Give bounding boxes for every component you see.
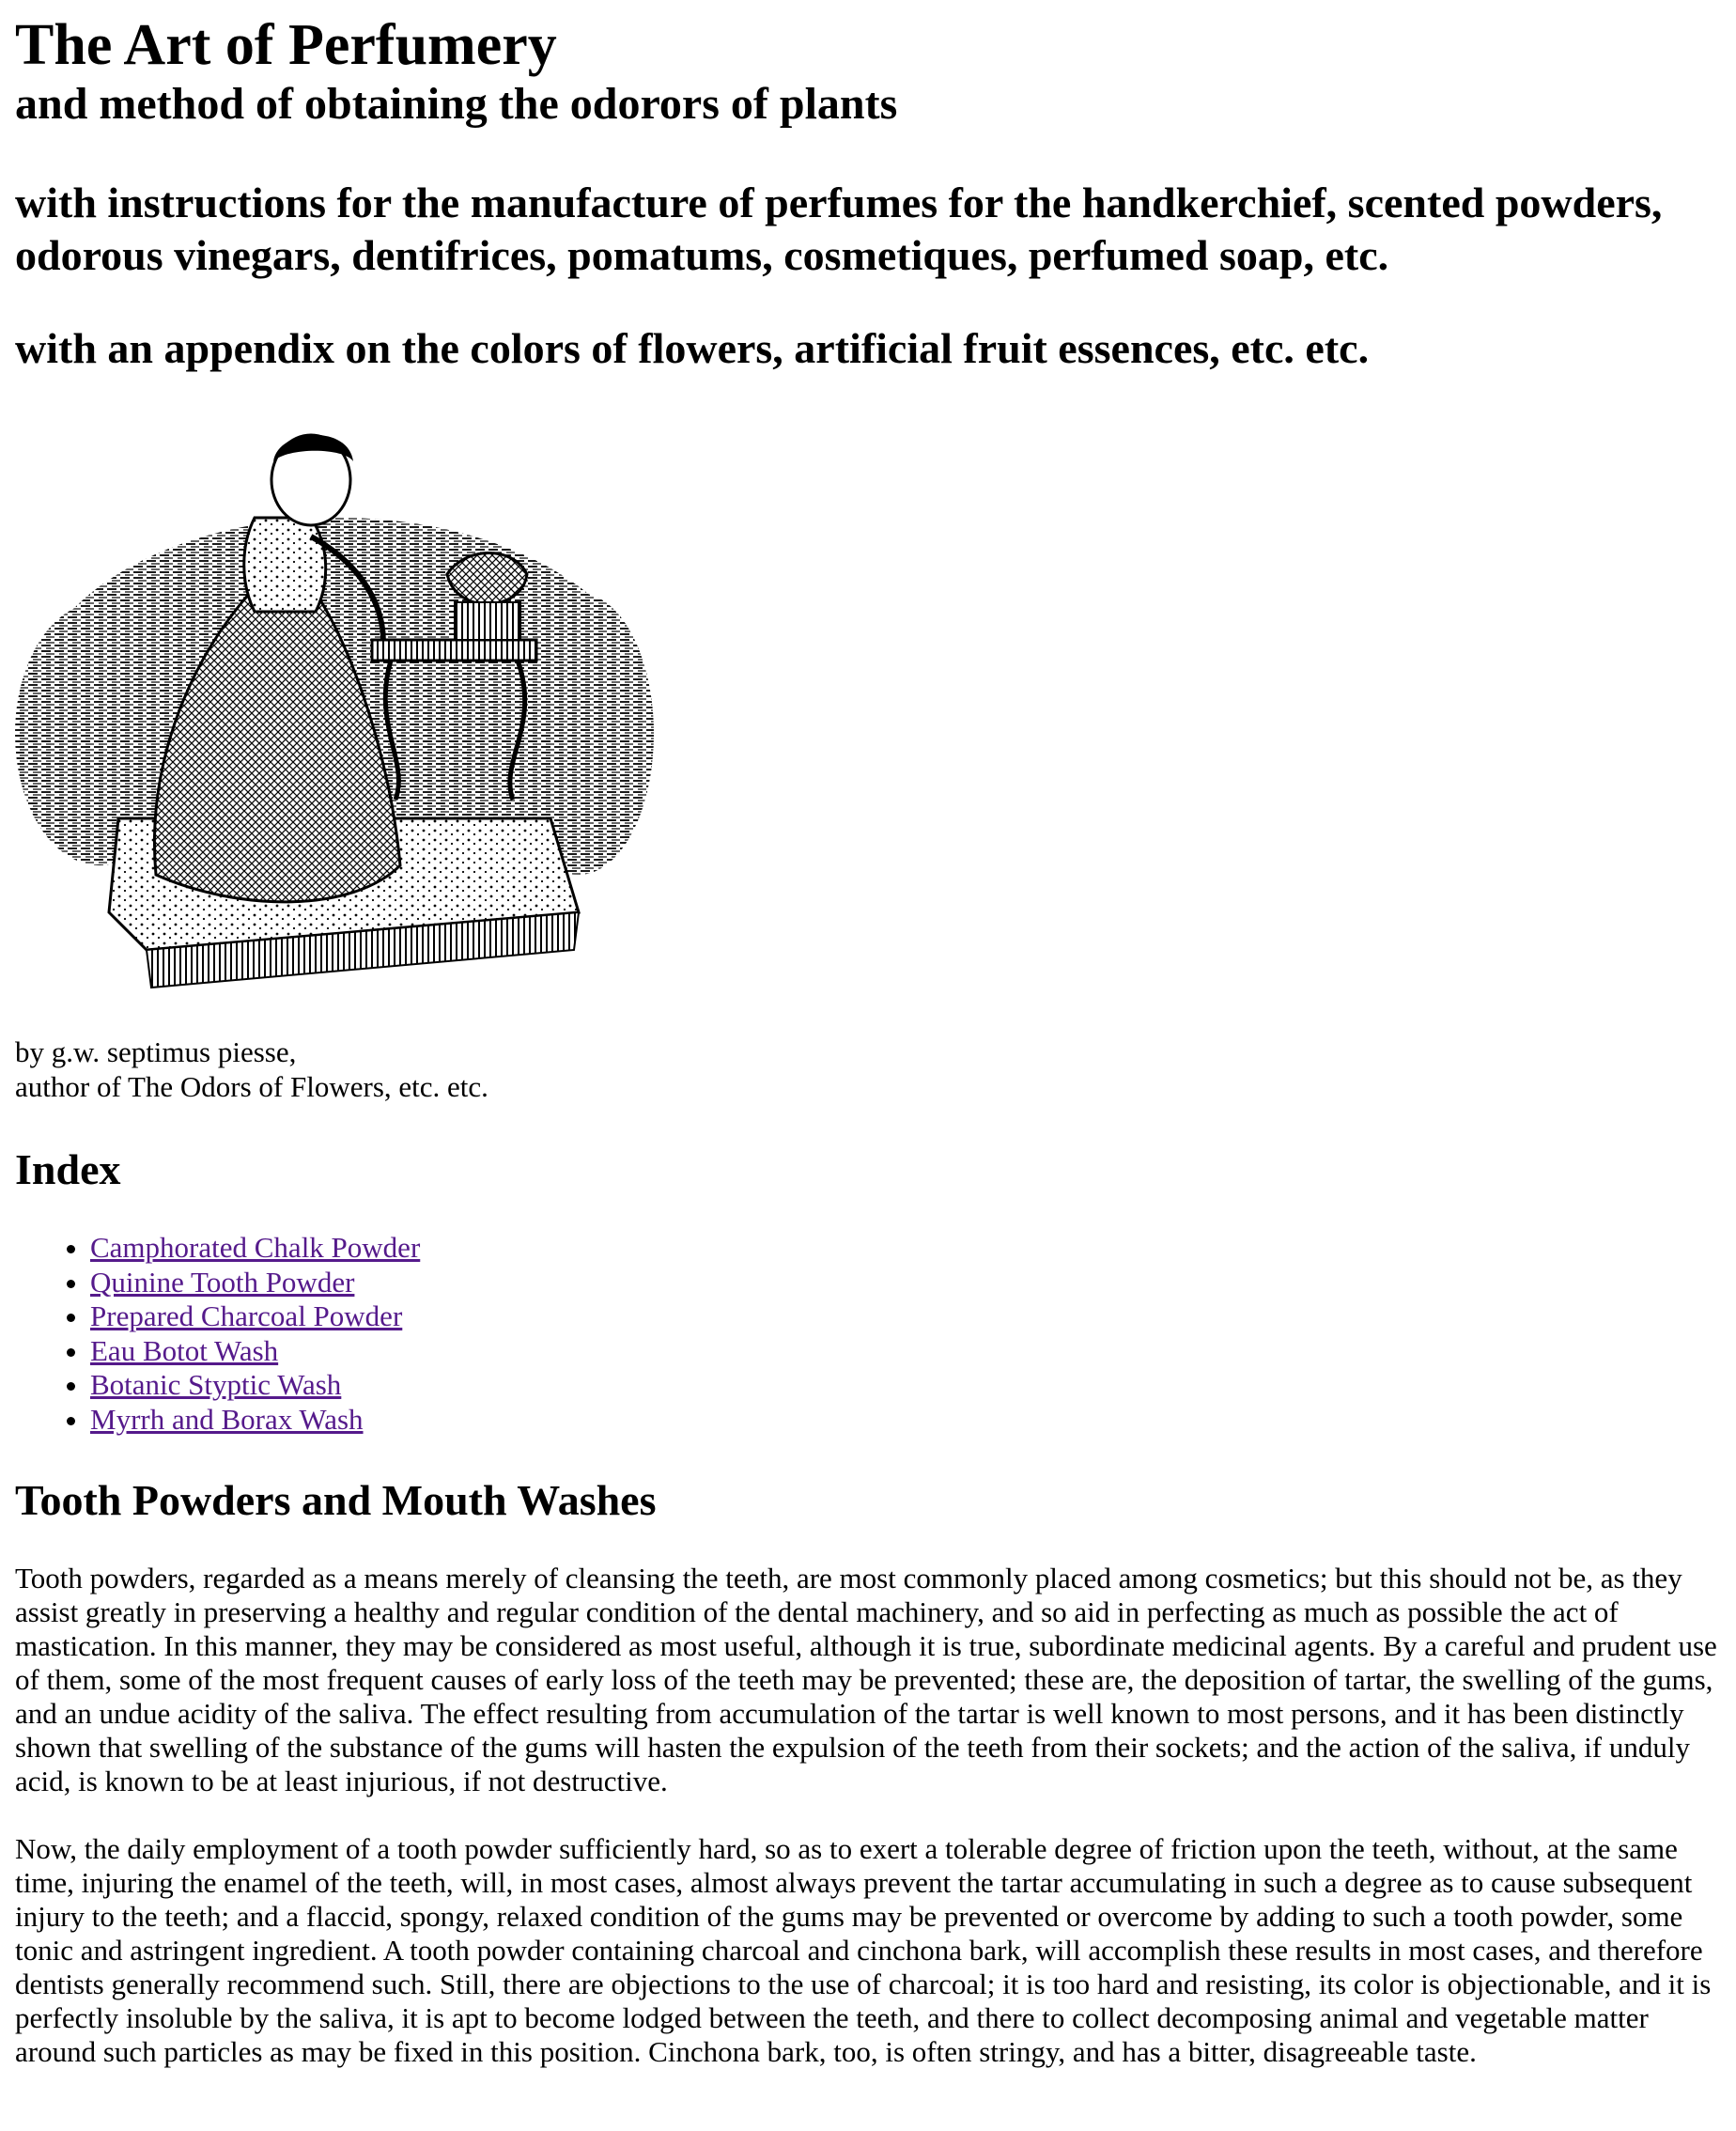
list-item (90, 1231, 1721, 1266)
section-heading: Tooth Powders and Mouth Washes (15, 1476, 657, 1525)
page-subtitle-instructions: with instructions for the manufacture of perfumes for the handkerchief, scented powders, odorous vinegars, dentifrices, pomatums, cosmetiques, perfumed soap, etc. (15, 179, 1663, 280)
byline (15, 1034, 1721, 1104)
page-subtitle-appendix: with an appendix on the colors of flowers, artificial fruit essences, etc. etc. (15, 323, 1370, 372)
index-heading: Index (15, 1144, 121, 1193)
byline-author: by g.w. septimus piesse, (15, 1034, 297, 1068)
page-title: The Art of Perfumery (15, 13, 557, 77)
byline-credentials: author of The Odors of Flowers, etc. etc. (15, 1069, 488, 1103)
index-link-eau-botot-wash[interactable]: Eau Botot Wash (90, 1333, 279, 1367)
index-link-camphorated-chalk-powder[interactable]: Camphorated Chalk Powder (90, 1231, 421, 1265)
body-paragraph-2: Now, the daily employment of a tooth powder sufficiently hard, so as to exert a tolerable degree of friction upon the teeth, without, at the same time, injuring the enamel of the teeth, will, in most cases, almost always prevent the tartar accumulating in such a degree as to cause subsequent injury to the teeth; and a flaccid, spongy, relaxed condition of the gums may be prevented or overcome by adding to such a tooth powder, some tonic and astringent ingredient. A tooth powder containing charcoal and cinchona bark, will accomplish these results in most cases, and therefore dentists generally recommend such. Still, there are objections to the use of charcoal; it is too hard and resisting, its color is objectionable, and it is perfectly insoluble by the saliva, it is apt to become lodged between the teeth, and there to collect decomposing animal and vegetable matter around such particles as may be fixed in this position. Cinchona bark, too, is often stringy, and has a bitter, disagreeable taste. (15, 1832, 1712, 2069)
list-item (90, 1334, 1721, 1369)
list-item (90, 1368, 1721, 1403)
engraving-illustration (15, 424, 654, 997)
engraving-lady-at-table-image (15, 424, 654, 997)
page-subtitle: and method of obtaining the odorors of plants (15, 79, 898, 130)
index-link-prepared-charcoal-powder[interactable]: Prepared Charcoal Powder (90, 1299, 403, 1333)
index-link-quinine-tooth-powder[interactable]: Quinine Tooth Powder (90, 1265, 355, 1299)
list-item (90, 1266, 1721, 1300)
list-item (90, 1299, 1721, 1334)
index-link-botanic-styptic-wash[interactable]: Botanic Styptic Wash (90, 1368, 342, 1402)
index-link-myrrh-and-borax-wash[interactable]: Myrrh and Borax Wash (90, 1402, 364, 1436)
body-paragraph-1: Tooth powders, regarded as a means merely of cleansing the teeth, are most commonly placed among cosmetics; but this should not be, as they assist greatly in preserving a healthy and regular condition of the dental machinery, and so aid in perfecting as much as possible the act of mastication. In this manner, they may be considered as most useful, although it is true, subordinate medicinal agents. By a careful and prudent use of them, some of the most frequent causes of early loss of the teeth may be prevented; these are, the deposition of tartar, the swelling of the gums, and an undue acidity of the saliva. The effect resulting from accumulation of the tartar is well known to most persons, and it has been distinctly shown that swelling of the substance of the gums will hasten the expulsion of the teeth from their sockets; and the action of the saliva, if unduly acid, is known to be at least injurious, if not destructive. (15, 1562, 1717, 1798)
list-item (90, 1403, 1721, 1438)
index-list (15, 1231, 1721, 1437)
